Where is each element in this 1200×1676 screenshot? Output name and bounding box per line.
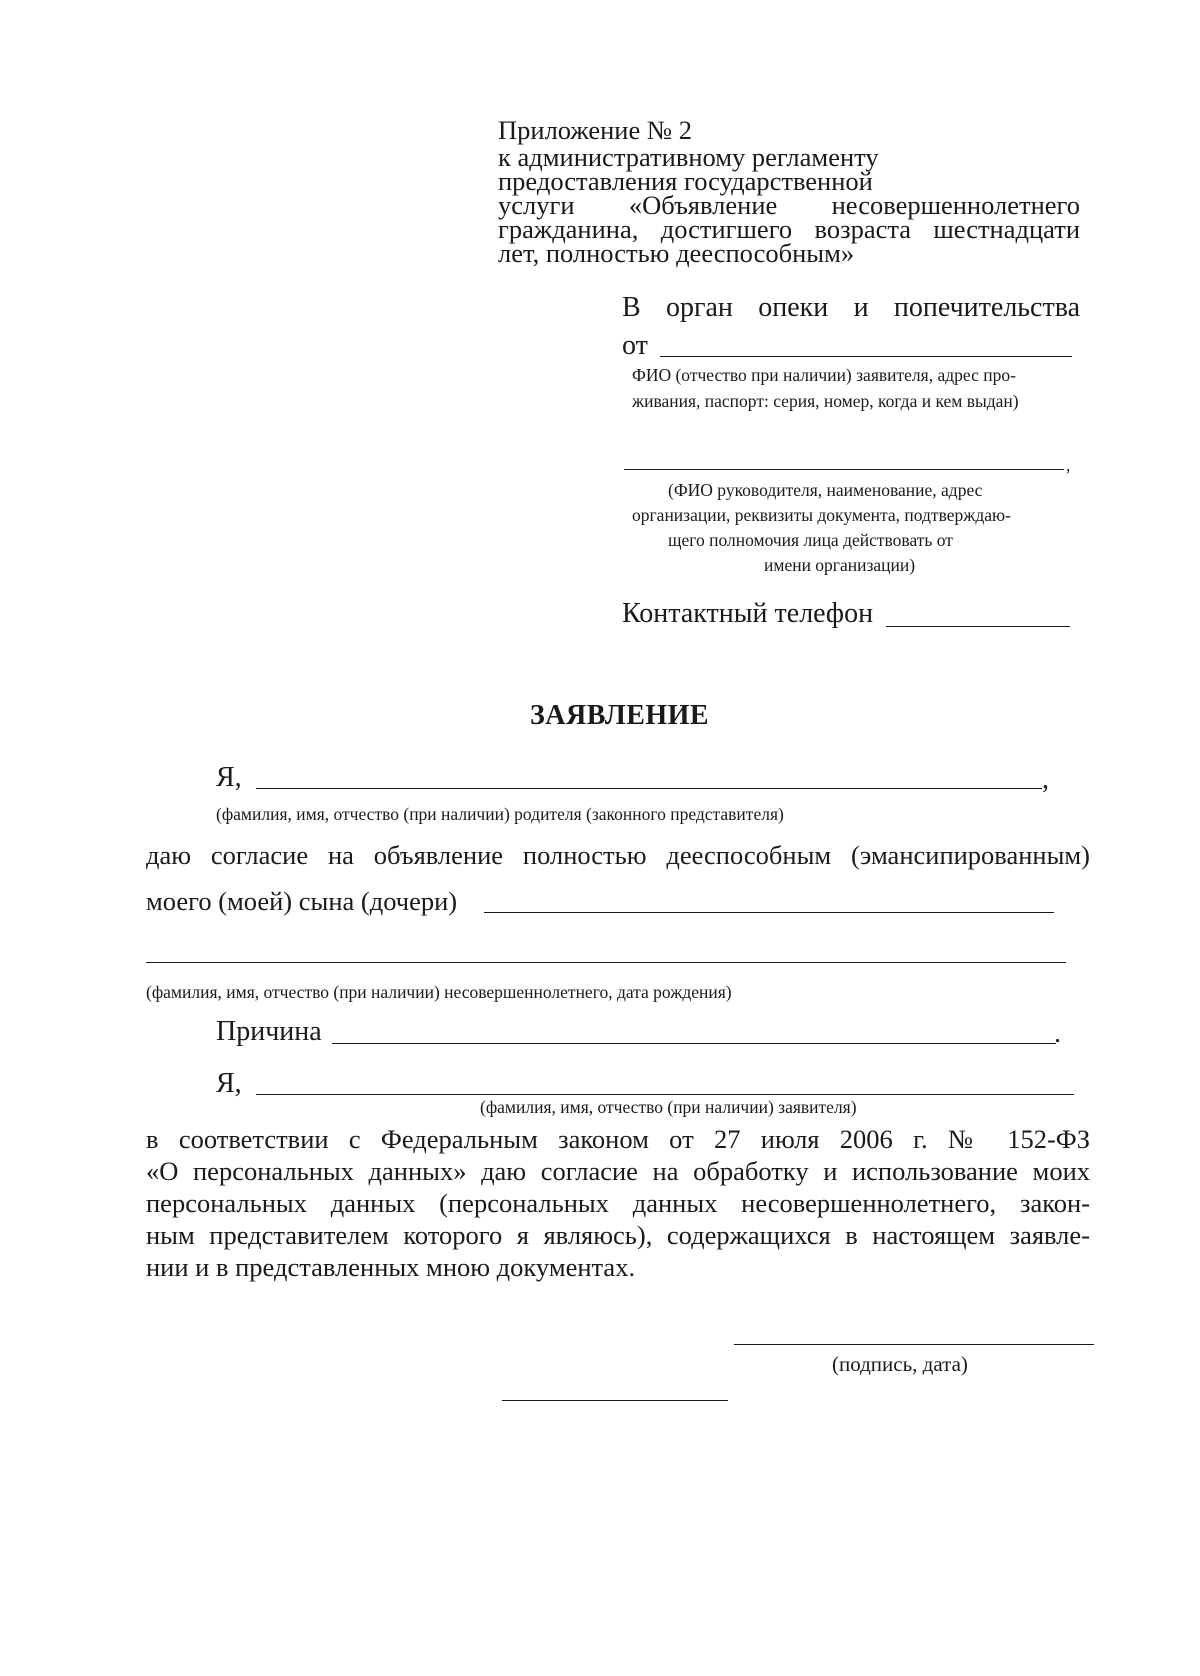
- appendix-line-4: услуги «Объявление несовершеннолетнего: [498, 190, 1080, 220]
- organization-comma: ,: [1066, 455, 1071, 475]
- signature-field-line[interactable]: [734, 1344, 1094, 1345]
- child-field-line-2[interactable]: [146, 962, 1066, 963]
- child-label: моего (моей) сына (дочери): [146, 886, 458, 916]
- applicant-name-field-line[interactable]: [256, 1094, 1074, 1095]
- organization-caption-1: (ФИО руководителя, наименование, адрес: [668, 480, 983, 500]
- child-field-line-1[interactable]: [484, 912, 1054, 913]
- pd-line-1: в соответствии с Федеральным законом от 27 июля 2006 г. № 152-ФЗ: [146, 1124, 1090, 1154]
- pd-line-3: персональных данных (персональных данных несовершеннолетнего, закон-: [146, 1188, 1090, 1218]
- appendix-line-6: лет, полностью дееспособным»: [498, 238, 855, 268]
- appendix-line-1: Приложение № 2: [498, 115, 693, 145]
- from-caption-1: ФИО (отчество при наличии) заявителя, адрес про-: [632, 365, 1016, 385]
- signature-caption: (подпись, дата): [832, 1352, 968, 1376]
- applicant-caption: (фамилия, имя, отчество (при наличии) заявителя): [480, 1097, 857, 1117]
- pd-line-5: нии и в представленных мною документах.: [146, 1252, 636, 1282]
- consent-line: даю согласие на объявление полностью дееспособным (эмансипированным): [146, 840, 1090, 870]
- reason-field-line[interactable]: [332, 1043, 1056, 1044]
- from-label: от: [622, 330, 648, 361]
- organization-caption-3: щего полномочия лица действовать от: [668, 530, 953, 550]
- appendix-line-5: гражданина, достигшего возраста шестнадцати: [498, 214, 1080, 244]
- appendix-line-2: к административному регламенту: [498, 142, 879, 172]
- recipient-to: В орган опеки и попечительства: [622, 292, 1080, 323]
- organization-field-line[interactable]: [624, 469, 1064, 470]
- reason-period: .: [1054, 1018, 1061, 1049]
- organization-caption-4: имени организации): [764, 555, 916, 575]
- child-caption: (фамилия, имя, отчество (при наличии) несовершеннолетнего, дата рождения): [146, 982, 732, 1002]
- pd-line-2: «О персональных данных» даю согласие на обработку и использование моих: [146, 1156, 1090, 1186]
- from-caption-2: живания, паспорт: серия, номер, когда и кем выдан): [632, 391, 1019, 411]
- pd-line-4: ным представителем которого я являюсь), содержащихся в настоящем заявле-: [146, 1220, 1090, 1250]
- phone-label: Контактный телефон: [622, 598, 874, 629]
- from-field-line[interactable]: [660, 356, 1072, 357]
- parent-comma: ,: [1042, 764, 1049, 795]
- parent-caption: (фамилия, имя, отчество (при наличии) родителя (законного представителя): [216, 804, 784, 824]
- parent-name-field-line[interactable]: [256, 788, 1042, 789]
- i-label-1: Я,: [216, 762, 242, 793]
- organization-caption-2: организации, реквизиты документа, подтверждаю-: [632, 505, 1011, 525]
- appendix-line-3: предоставления государственной: [498, 166, 873, 196]
- document-title: ЗАЯВЛЕНИЕ: [530, 700, 710, 731]
- reason-label: Причина: [216, 1016, 322, 1047]
- bottom-separator-line: [502, 1400, 728, 1401]
- i-label-2: Я,: [216, 1068, 242, 1099]
- phone-field-line[interactable]: [886, 626, 1070, 627]
